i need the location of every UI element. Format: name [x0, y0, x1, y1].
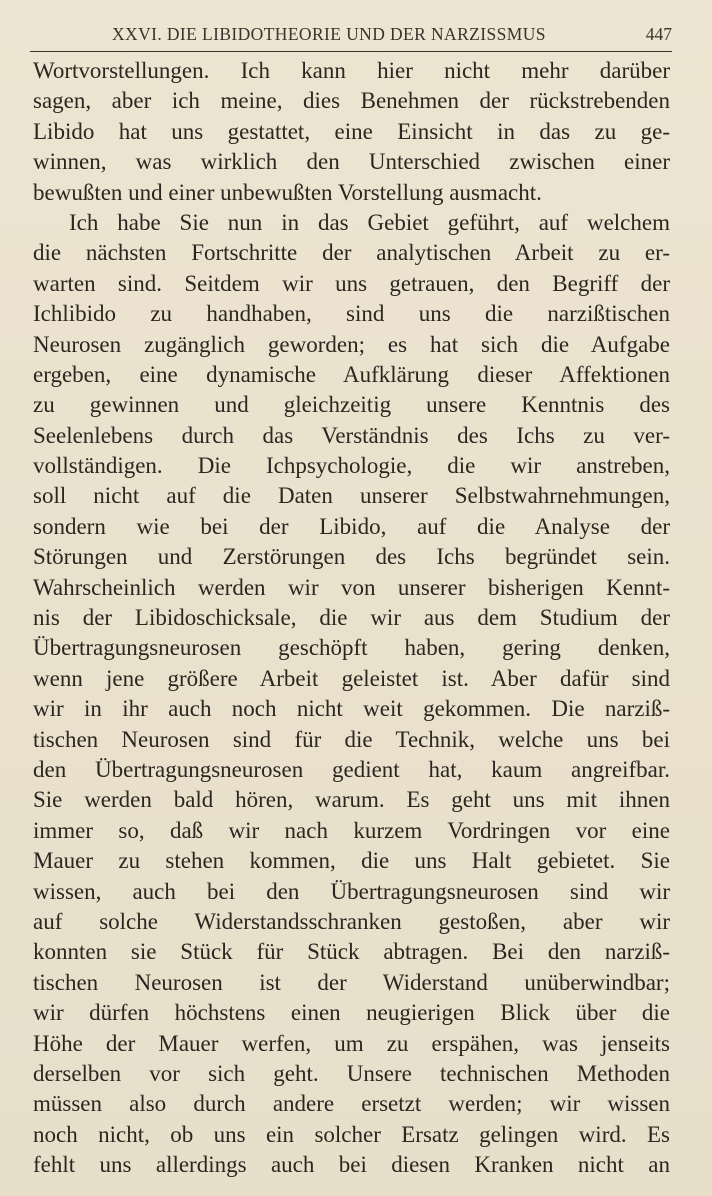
text-line: Mauer zu stehen kommen, die uns Halt gebietet. Sie: [33, 848, 670, 874]
text-line: derselben vor sich geht. Unsere technischen Methoden: [33, 1060, 670, 1086]
header-rule: [30, 51, 672, 52]
text-line: zu gewinnen und gleichzeitig unsere Kenntnis des: [33, 392, 670, 418]
text-line: Störungen und Zerstörungen des Ichs begründet sein.: [33, 544, 670, 570]
text-line: Neurosen zugänglich geworden; es hat sich die Aufgabe: [33, 331, 670, 357]
running-title: XXVI. DIE LIBIDOTHEORIE UND DER NARZISSMUS: [112, 24, 546, 44]
text-line: wir dürfen höchstens einen neugierigen Blick über die: [33, 1000, 670, 1026]
text-line: Höhe der Mauer werfen, um zu erspähen, was jenseits: [33, 1030, 670, 1056]
text-line: vollständigen. Die Ichpsychologie, die wir anstreben,: [33, 453, 670, 479]
text-line: Ichlibido zu handhaben, sind uns die narzißtischen: [33, 301, 670, 327]
text-line: Libido hat uns gestattet, eine Einsicht in das zu ge-: [33, 118, 670, 144]
text-line: sondern wie bei der Libido, auf die Analyse der: [33, 513, 670, 539]
text-line: konnten sie Stück für Stück abtragen. Bei den narziß-: [33, 939, 670, 965]
text-line: Übertragungsneurosen geschöpft haben, gering denken,: [33, 635, 670, 661]
text-line: Ich habe Sie nun in das Gebiet geführt, auf welchem: [69, 209, 670, 235]
text-line: müssen also durch andere ersetzt werden; wir wissen: [33, 1091, 670, 1117]
text-line: winnen, was wirklich den Unterschied zwischen einer: [33, 149, 670, 175]
text-line: die nächsten Fortschritte der analytischen Arbeit zu er-: [33, 240, 670, 266]
text-line: soll nicht auf die Daten unserer Selbstwahrnehmungen,: [33, 483, 670, 509]
text-line: warten sind. Seitdem wir uns getrauen, den Begriff der: [33, 270, 670, 296]
text-line: Sie werden bald hören, warum. Es geht uns mit ihnen: [33, 787, 670, 813]
text-line: tischen Neurosen sind für die Technik, welche uns bei: [33, 726, 670, 752]
paragraph: [33, 208, 670, 1181]
text-line: Wortvorstellungen. Ich kann hier nicht mehr darüber: [33, 58, 670, 83]
body-text: [33, 56, 670, 1180]
text-line: auf solche Widerstandsschranken gestoßen, aber wir: [33, 908, 670, 934]
text-line: bewußten und einer unbewußten Vorstellung ausmacht.: [33, 179, 542, 205]
text-line: nis der Libidoschicksale, die wir aus dem Studium der: [33, 605, 670, 631]
text-line: ergeben, eine dynamische Aufklärung dieser Affektionen: [33, 361, 670, 387]
text-line: den Übertragungsneurosen gedient hat, kaum angreifbar.: [33, 756, 670, 782]
text-line: Wahrscheinlich werden wir von unserer bisherigen Kennt-: [33, 574, 670, 600]
page-number: 447: [645, 24, 672, 44]
running-header: [30, 24, 672, 46]
text-line: immer so, daß wir nach kurzem Vordringen vor eine: [33, 817, 670, 843]
text-line: noch nicht, ob uns ein solcher Ersatz gelingen wird. Es: [33, 1121, 670, 1147]
text-line: Seelenlebens durch das Verständnis des Ichs zu ver-: [33, 422, 670, 448]
text-line: sagen, aber ich meine, dies Benehmen der rückstrebenden: [33, 88, 670, 114]
paragraph: [33, 56, 670, 208]
text-line: tischen Neurosen ist der Widerstand unüberwindbar;: [33, 969, 670, 995]
text-line: wissen, auch bei den Übertragungsneurosen sind wir: [33, 878, 670, 904]
text-line: wenn jene größere Arbeit geleistet ist. Aber dafür sind: [33, 665, 670, 691]
text-line: wir in ihr auch noch nicht weit gekommen. Die narziß-: [33, 696, 670, 722]
text-line: fehlt uns allerdings auch bei diesen Kranken nicht an: [33, 1152, 670, 1178]
